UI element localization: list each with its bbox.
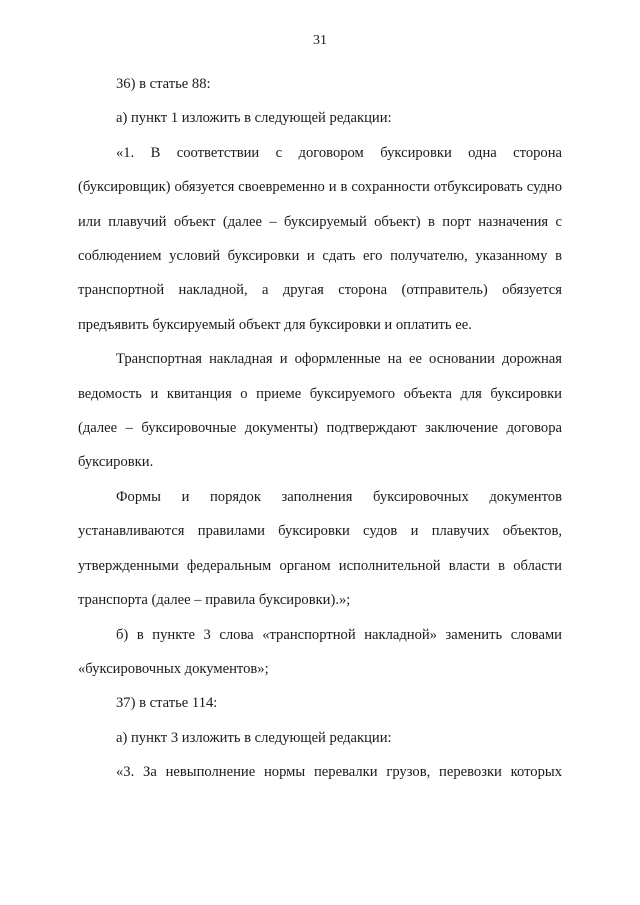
paragraph-article-88-heading: 36) в статье 88: (116, 76, 211, 92)
paragraph-point-3-text: «3. За невыполнение нормы перевалки грузов, перевозки которых (116, 764, 562, 781)
paragraph-article-114-heading: 37) в статье 114: (116, 695, 218, 712)
paragraph-transport-documents: Транспортная накладная и оформленные на ее основании дорожная ведомость и квитанция о приеме буксируемого объекта для буксировки (далее – буксировочные документы) подтверждают заключение договора буксировки. (78, 351, 562, 471)
paragraph-point-1-text: «1. В соответствии с договором буксировки одна сторона (буксировщик) обязуется своевременно и в сохранности отбуксировать судно или плавучий объект (далее – буксируемый объект) в порт назначения с соблюдением условий буксировки и сдать его получателю, указанному в транспортной накладной, а другая сторона (отправитель) обязуется предъявить буксируемый объект для буксировки и оплатить ее. (78, 144, 562, 333)
page-number: 31 (313, 33, 327, 48)
paragraph-item-a-intro: а) пункт 1 изложить в следующей редакции: (116, 110, 392, 127)
paragraph-forms-procedure: Формы и порядок заполнения буксировочных документов устанавливаются правилами буксировки судов и плавучих объектов, утвержденными федеральным органом исполнительной власти в области транспорта (далее – правила буксировки).»; (78, 488, 562, 609)
paragraph-item-a-point-3-intro: а) пункт 3 изложить в следующей редакции: (116, 729, 392, 746)
paragraph-item-b-replace: б) в пункте 3 слова «транспортной накладной» заменить словами «буксировочных документов»; (78, 626, 562, 677)
document-body (78, 67, 562, 790)
